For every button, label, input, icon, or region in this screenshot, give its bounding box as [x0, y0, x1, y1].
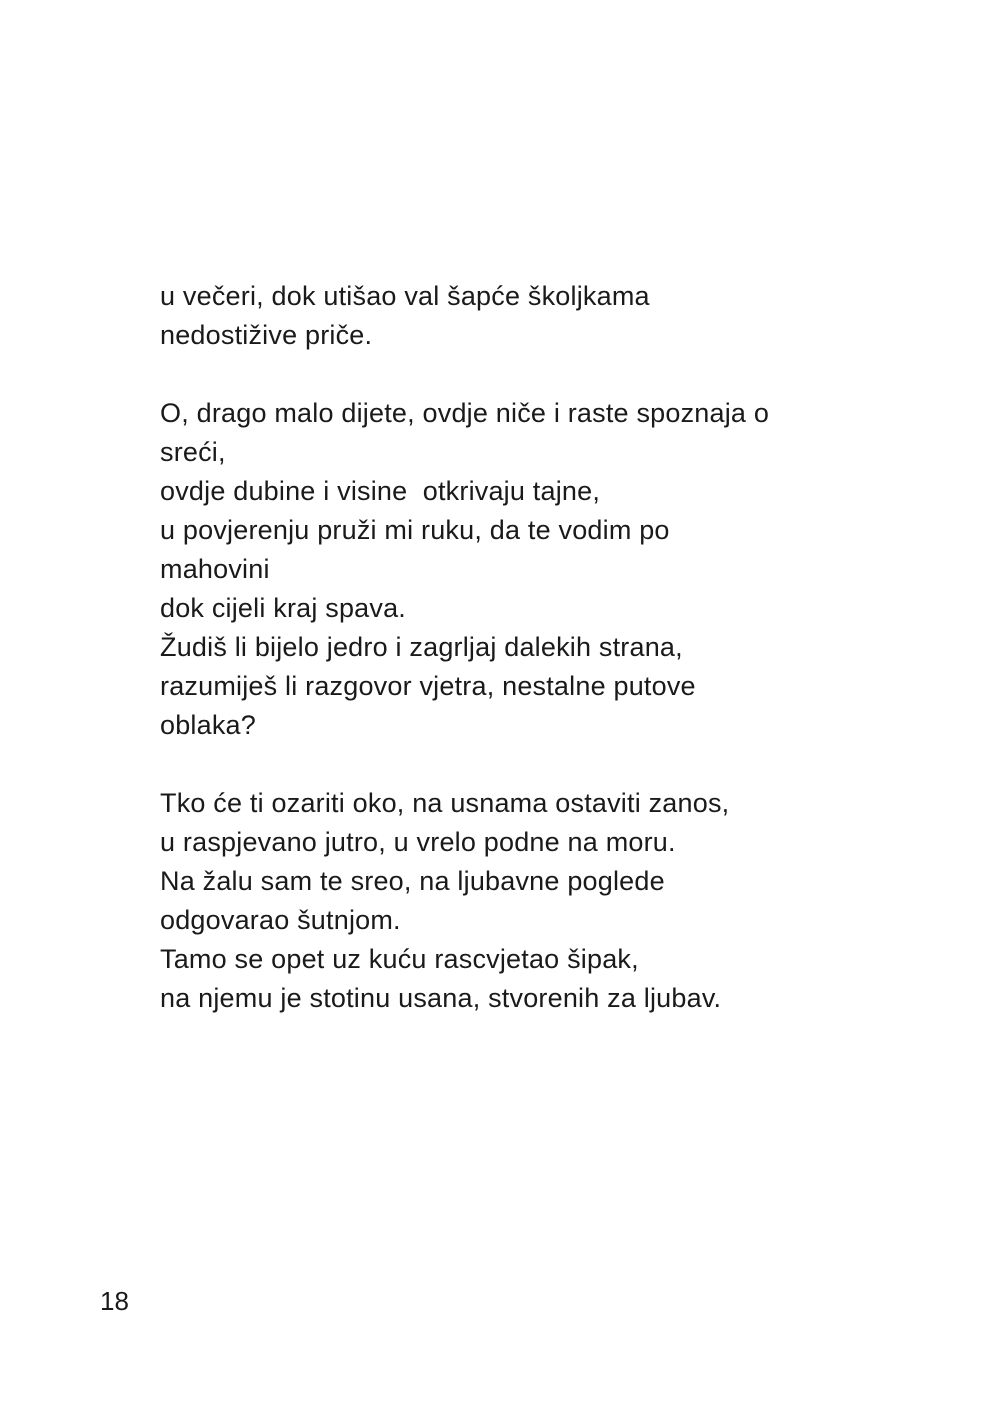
poem-line: u večeri, dok utišao val šapće školjkama	[160, 281, 650, 311]
poem-line: u raspjevano jutro, u vrelo podne na moru.	[160, 827, 676, 857]
stanza	[160, 784, 850, 1018]
poem-line: nedostižive priče.	[160, 320, 373, 350]
poem-line: Žudiš li bijelo jedro i zagrljaj dalekih strana,	[160, 632, 683, 662]
poem-line: Tamo se opet uz kuću rascvjetao šipak,	[160, 944, 639, 974]
poem-line: mahovini	[160, 554, 270, 584]
stanza	[160, 394, 850, 745]
poem-line: odgovarao šutnjom.	[160, 905, 401, 935]
poem-line: sreći,	[160, 437, 226, 467]
poem-line: oblaka?	[160, 710, 256, 740]
poem-body	[160, 277, 850, 1018]
poem-line: razumiješ li razgovor vjetra, nestalne putove	[160, 671, 696, 701]
poem-line: Tko će ti ozariti oko, na usnama ostaviti zanos,	[160, 788, 730, 818]
poem-line: u povjerenju pruži mi ruku, da te vodim po	[160, 515, 670, 545]
poem-line: ovdje dubine i visine otkrivaju tajne,	[160, 476, 601, 506]
page-number: 18	[100, 1286, 129, 1316]
poem-line: O, drago malo dijete, ovdje niče i raste spoznaja o	[160, 398, 770, 428]
poem-line: dok cijeli kraj spava.	[160, 593, 407, 623]
poem-line: Na žalu sam te sreo, na ljubavne poglede	[160, 866, 665, 896]
poem-line: na njemu je stotinu usana, stvorenih za ljubav.	[160, 983, 722, 1013]
stanza	[160, 277, 850, 355]
